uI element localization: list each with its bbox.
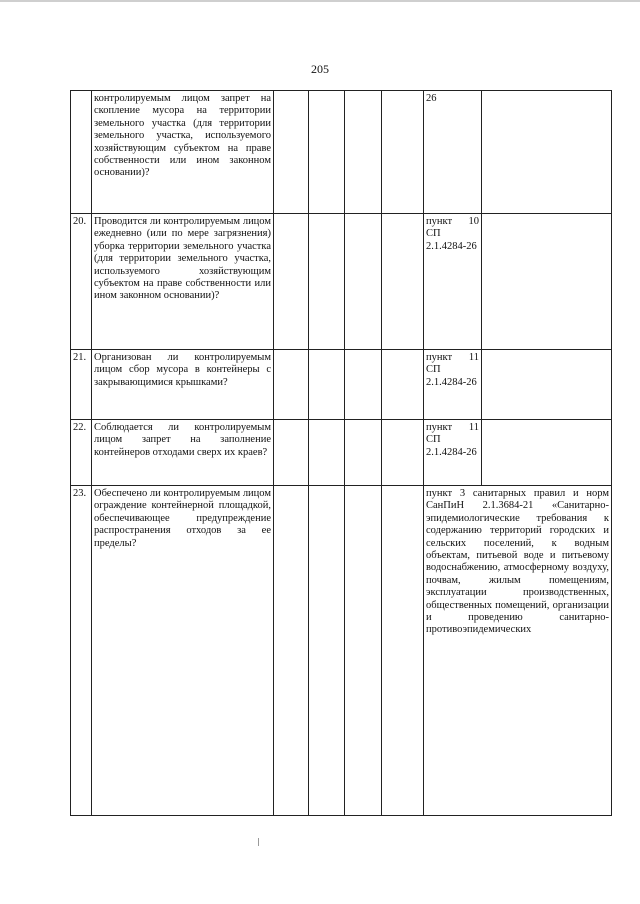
row-question: Организован ли контролируемым лицом сбор мусора в контейнеры с закрывающимися крышками? — [92, 350, 274, 420]
row-number — [71, 91, 92, 214]
note-cell — [482, 214, 612, 350]
row-question: Проводится ли контролируемым лицом ежедневно (или по мере загрязнения) уборка территории земельного участка (для территории земельного участка, используемого хозяйствующим субъектом на праве собственности или ином законном основании)? — [92, 214, 274, 350]
page-number: 205 — [311, 62, 329, 76]
answer-cell — [382, 350, 424, 420]
answer-cell — [382, 91, 424, 214]
row-reference: пункт 3 санитарных правил и норм СанПиН 2.1.3684-21 «Санитарно-эпидемиологические требования к содержанию территорий городских и сельских поселений, к водным объектам, питьевой воде и питьевому водоснабжению, атмосферному воздуху, почвам, жилым помещениям, эксплуатации производственных, общественных помещений, организации и проведению санитарно-противоэпидемических — [424, 486, 612, 816]
answer-cell — [274, 91, 309, 214]
answer-cell — [345, 486, 382, 816]
row-reference: пункт 10 СП 2.1.4284-26 — [424, 214, 482, 350]
scan-mark — [258, 838, 259, 846]
row-reference: 26 — [424, 91, 482, 214]
table-row — [71, 350, 612, 420]
answer-cell — [345, 214, 382, 350]
table-row — [71, 420, 612, 486]
answer-cell — [309, 486, 345, 816]
row-number: 21. — [71, 350, 92, 420]
answer-cell — [309, 350, 345, 420]
note-cell — [482, 91, 612, 214]
table-row — [71, 91, 612, 214]
answer-cell — [274, 486, 309, 816]
answer-cell — [309, 91, 345, 214]
answer-cell — [309, 420, 345, 486]
row-reference: пункт 11 СП 2.1.4284-26 — [424, 350, 482, 420]
row-number: 20. — [71, 214, 92, 350]
checklist-table — [70, 90, 612, 816]
note-cell — [482, 420, 612, 486]
scan-top-edge — [0, 0, 640, 2]
table-row — [71, 214, 612, 350]
answer-cell — [345, 420, 382, 486]
row-number: 22. — [71, 420, 92, 486]
answer-cell — [345, 91, 382, 214]
note-cell — [482, 350, 612, 420]
row-number: 23. — [71, 486, 92, 816]
answer-cell — [309, 214, 345, 350]
row-question: контролируемым лицом запрет на скопление мусора на территории земельного участка (для территории земельного участка, используемого хозяйствующим субъектом на праве собственности или ином законном основании)? — [92, 91, 274, 214]
answer-cell — [274, 214, 309, 350]
row-question: Обеспечено ли контролируемым лицом ограждение контейнерной площадкой, обеспечивающее предупреждение распространения отходов за ее пределы? — [92, 486, 274, 816]
answer-cell — [382, 486, 424, 816]
answer-cell — [345, 350, 382, 420]
answer-cell — [382, 420, 424, 486]
row-reference: пункт 11 СП 2.1.4284-26 — [424, 420, 482, 486]
row-question: Соблюдается ли контролируемым лицом запрет на заполнение контейнеров отходами сверх их краев? — [92, 420, 274, 486]
answer-cell — [274, 350, 309, 420]
answer-cell — [382, 214, 424, 350]
answer-cell — [274, 420, 309, 486]
table-row — [71, 486, 612, 816]
